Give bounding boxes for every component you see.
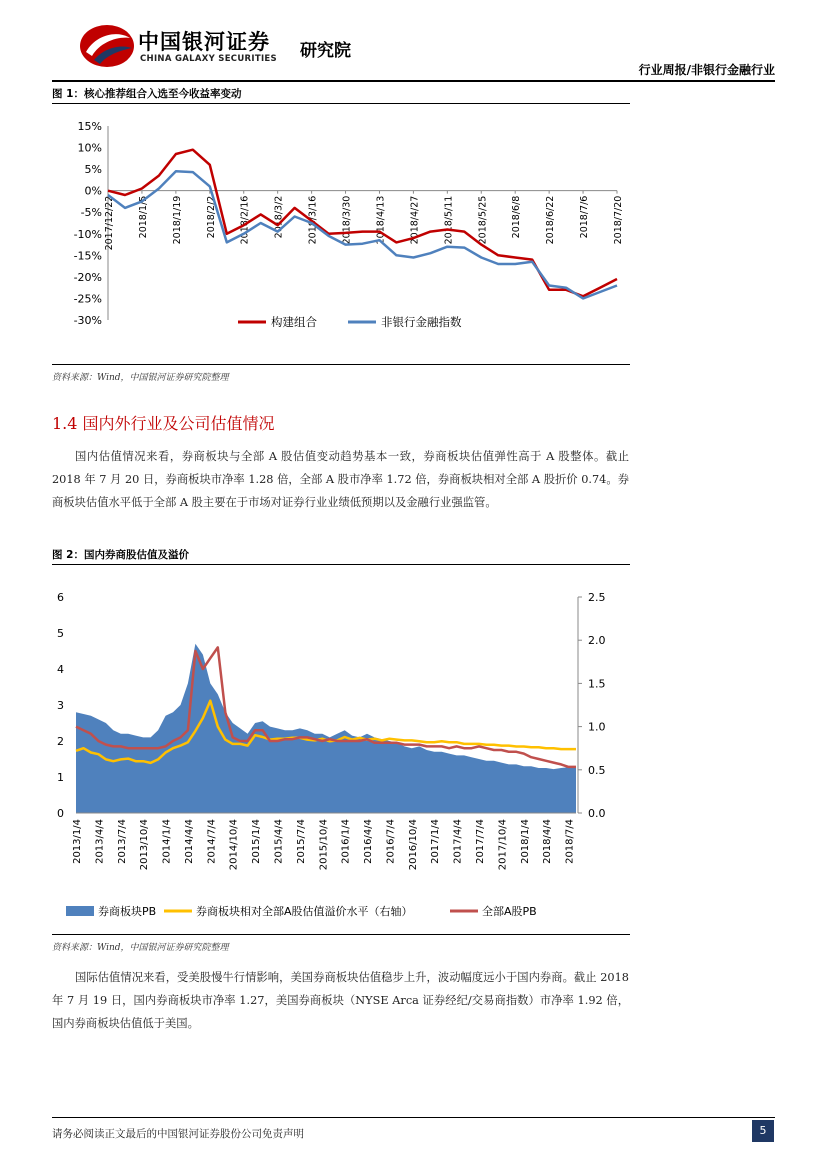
chart2-right-ytick-label: 0.5 — [588, 763, 606, 777]
chart2-xtick-label: 2015/1/4 — [251, 819, 263, 864]
chart2-xtick-label: 2017/10/4 — [497, 819, 509, 871]
section-paragraph: 国内估值情况来看，券商板块与全部 A 股估值变动趋势基本一致，券商板块估值弹性高于 A 股整体。截止 2018 年 7 月 20 日，券商板块市净率 1.28 倍，全部 A 股市净率 1.72 倍，券商板块相对全部 A 股折价 0.74。券商板块估值水平低于全部 A 股主要在于市场对证券行业业绩低预期以及金融行业强监管。 — [52, 450, 629, 509]
galaxy-logo-icon — [78, 22, 136, 70]
chart1-xtick-label: 2018/4/13 — [375, 195, 387, 245]
chart2-left-ytick-label: 4 — [57, 663, 64, 676]
chart1-xtick-label: 2018/6/22 — [545, 195, 557, 245]
figure2-bottom-rule — [52, 934, 630, 935]
chart2-xtick-label: 2016/7/4 — [385, 819, 397, 864]
chart1-legend-label: 非银行金融指数 — [381, 315, 462, 329]
chart2-left-ytick-label: 0 — [57, 807, 64, 820]
figure2-title: 图 2：国内券商股估值及溢价 — [52, 549, 189, 561]
chart2-right-ytick-label: 2.5 — [588, 591, 606, 604]
figure2-source: 资料来源：Wind，中国银河证券研究院整理 — [52, 943, 229, 953]
figure2-chart — [52, 585, 632, 925]
report-type: 行业周报/非银行金融行业 — [638, 63, 775, 77]
chart1-legend-label: 构建组合 — [271, 315, 317, 329]
chart1-xtick-label: 2018/3/2 — [273, 195, 285, 239]
chart2-xtick-label: 2015/10/4 — [318, 819, 330, 871]
chart1-ytick-label: 0% — [84, 184, 102, 198]
chart1-ytick-label: 5% — [84, 163, 102, 177]
header-divider — [52, 80, 775, 82]
chart1-ytick-label: 15% — [77, 120, 102, 133]
chart2-xtick-label: 2018/4/4 — [542, 819, 554, 864]
figure1-top-rule — [52, 103, 630, 104]
chart1-xtick-label: 2018/4/27 — [409, 195, 421, 245]
chart2-xtick-label: 2014/4/4 — [183, 819, 195, 864]
footer-divider — [52, 1117, 775, 1118]
chart2-left-ytick-label: 3 — [57, 699, 64, 712]
chart1-xtick-label: 2018/2/2 — [205, 195, 217, 239]
chart2-xtick-label: 2017/1/4 — [430, 819, 442, 864]
chart1-xtick-label: 2018/5/25 — [477, 195, 489, 245]
chart2-xtick-label: 2013/4/4 — [94, 819, 106, 864]
figure1-bottom-rule — [52, 364, 630, 365]
chart1-xtick-label: 2018/1/5 — [137, 195, 149, 239]
figure1-source: 资料来源：Wind，中国银河证券研究院整理 — [52, 373, 229, 383]
chart1-ytick-label: -25% — [73, 292, 102, 306]
international-paragraph: 国际估值情况来看，受美股慢牛行情影响，美国券商板块估值稳步上升，波动幅度远小于国内券商。截止 2018 年 7 月 19 日，国内券商板块市净率 1.27，美国券商板块（NYSE Arca 证券经纪/交易商指数）市净率 1.92 倍，国内券商板块估值低于美国。 — [52, 971, 629, 1030]
chart2-xtick-label: 2013/7/4 — [116, 819, 128, 864]
chart2-xtick-label: 2013/10/4 — [139, 819, 151, 871]
chart2-xtick-label: 2013/1/4 — [72, 819, 83, 864]
chart2-xtick-label: 2017/7/4 — [474, 819, 486, 864]
chart2-left-ytick-label: 5 — [57, 627, 64, 640]
chart1-xtick-label: 2018/6/8 — [511, 195, 523, 239]
chart1-ytick-label: -30% — [73, 314, 102, 327]
chart2-right-ytick-label: 1.0 — [588, 720, 606, 734]
figure2-top-rule — [52, 564, 630, 565]
chart2-left-ytick-label: 6 — [57, 591, 64, 604]
chart2-right-ytick-label: 1.5 — [588, 677, 606, 691]
chart1-ytick-label: -10% — [73, 227, 102, 241]
figure1-title: 图 1：核心推荐组合入选至今收益率变动 — [52, 88, 242, 100]
chart1-xtick-label: 2018/3/30 — [341, 195, 353, 245]
chart2-left-ytick-label: 1 — [57, 771, 64, 784]
chart2-xtick-label: 2016/10/4 — [407, 819, 419, 871]
chart2-xtick-label: 2014/7/4 — [206, 819, 218, 864]
chart1-xtick-label: 2018/3/16 — [307, 195, 319, 245]
chart2-legend-label: 券商板块相对全部A股估值溢价水平（右轴） — [196, 905, 413, 918]
chart1-xtick-label: 2018/7/6 — [579, 195, 591, 239]
chart2-xtick-label: 2016/4/4 — [363, 819, 375, 864]
figure1-chart — [52, 108, 632, 340]
chart1-xtick-label: 2017/12/22 — [104, 195, 115, 251]
chart2-xtick-label: 2017/4/4 — [452, 819, 464, 864]
chart2-right-ytick-label: 2.0 — [588, 634, 606, 648]
chart1-xtick-label: 2018/1/19 — [171, 195, 183, 245]
chart2-legend-label: 券商板块PB — [98, 905, 157, 918]
chart2-xtick-label: 2015/7/4 — [295, 819, 307, 864]
page-number: 5 — [752, 1120, 774, 1142]
chart1-ytick-label: -20% — [73, 270, 102, 284]
chart2-area-series — [76, 644, 576, 813]
footer-disclaimer: 请务必阅读正文最后的中国银河证券股份公司免责声明 — [52, 1128, 304, 1140]
chart1-ytick-label: 10% — [77, 141, 102, 155]
logo-cn-text: 中国银河证券 — [138, 30, 270, 54]
chart1-ytick-label: -15% — [73, 249, 102, 263]
chart2-xtick-label: 2014/1/4 — [161, 819, 173, 864]
chart1-xtick-label: 2018/7/20 — [613, 195, 624, 245]
chart2-legend-swatch — [66, 906, 94, 916]
chart2-left-ytick-label: 2 — [57, 735, 64, 748]
chart2-xtick-label: 2014/10/4 — [228, 819, 240, 871]
chart2-xtick-label: 2016/1/4 — [340, 819, 352, 864]
section-title: 1.4 国内外行业及公司估值情况 — [52, 414, 275, 433]
chart2-xtick-label: 2018/1/4 — [519, 819, 531, 864]
chart2-legend-label: 全部A股PB — [482, 905, 537, 918]
chart2-right-ytick-label: 0.0 — [588, 807, 606, 820]
chart1-xtick-label: 2018/2/16 — [239, 195, 251, 245]
chart2-xtick-label: 2018/7/4 — [564, 819, 576, 864]
chart1-xtick-label: 2018/5/11 — [443, 195, 455, 245]
logo-institute-text: 研究院 — [300, 41, 351, 61]
logo-en-text: CHINA GALAXY SECURITIES — [140, 54, 277, 64]
chart2-xtick-label: 2015/4/4 — [273, 819, 285, 864]
chart1-ytick-label: -5% — [80, 206, 102, 220]
